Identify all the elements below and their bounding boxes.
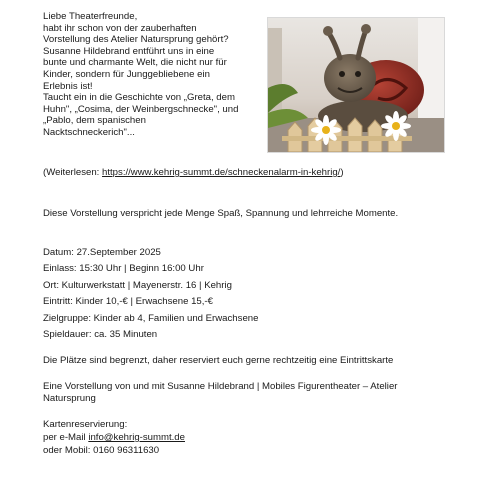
intro-line: Liebe Theaterfreunde, — [43, 11, 138, 22]
reservation-mobile: oder Mobil: 0160 96311630 — [43, 445, 160, 456]
detail-audience: Zielgruppe: Kinder ab 4, Familien und Erwachsene — [43, 313, 259, 324]
reservation-mail-line — [43, 432, 185, 444]
intro-text — [43, 11, 261, 139]
intro-line: habt ihr schon von der zauberhaften — [43, 22, 197, 34]
reservation-heading: Kartenreservierung: — [43, 419, 128, 430]
intro-line: Nacktschneckerich"... — [43, 126, 135, 138]
promise-text: Diese Vorstellung verspricht jede Menge Spaß, Spannung und lehrreiche Momente. — [43, 208, 399, 219]
detail-duration: Spieldauer: ca. 35 Minuten — [43, 329, 158, 340]
read-more-line — [43, 167, 344, 179]
snail-puppet-photo — [267, 17, 445, 153]
intro-line: Erlebnis ist! — [43, 80, 93, 92]
intro-line: Vorstellung des Atelier Natursprung gehört? — [43, 34, 229, 46]
intro-line: Kinder, sondern für Junggebliebene ein — [43, 68, 210, 80]
read-more-prefix: (Weiterlesen: — [43, 167, 103, 178]
detail-admission: Einlass: 15:30 Uhr | Beginn 16:00 Uhr — [43, 263, 204, 274]
detail-price: Eintritt: Kinder 10,-€ | Erwachsene 15,-€ — [43, 296, 213, 307]
detail-date: Datum: 27.September 2025 — [43, 247, 161, 258]
intro-line: Huhn", „Cosima, der Weinbergschnecke", und — [43, 103, 239, 115]
reservation-mail-link[interactable]: info@kehrig-summt.de — [88, 432, 185, 443]
intro-line: Susanne Hildebrand entführt uns in eine — [43, 45, 215, 57]
detail-location: Ort: Kulturwerkstatt | Mayenerstr. 16 | Kehrig — [43, 280, 232, 291]
intro-line: Taucht ein in die Geschichte von „Greta, dem — [43, 92, 235, 104]
intro-line: „Pablo, dem spanischen — [43, 115, 146, 127]
reservation-mail-prefix: per e-Mail — [43, 432, 89, 443]
limited-seats-text: Die Plätze sind begrenzt, daher reserviert euch gerne rechtzeitig eine Eintrittskarte — [43, 355, 394, 366]
snail-puppet-illustration — [268, 18, 444, 152]
read-more-suffix: ) — [340, 167, 344, 178]
credit-text: Eine Vorstellung von und mit Susanne Hildebrand | Mobiles Figurentheater – Atelier Natursprung — [43, 381, 398, 404]
intro-line: bunte und charmante Welt, die nicht nur für — [43, 57, 227, 69]
read-more-link[interactable]: https://www.kehrig-summt.de/schneckenalarm-in-kehrig/ — [102, 167, 341, 178]
